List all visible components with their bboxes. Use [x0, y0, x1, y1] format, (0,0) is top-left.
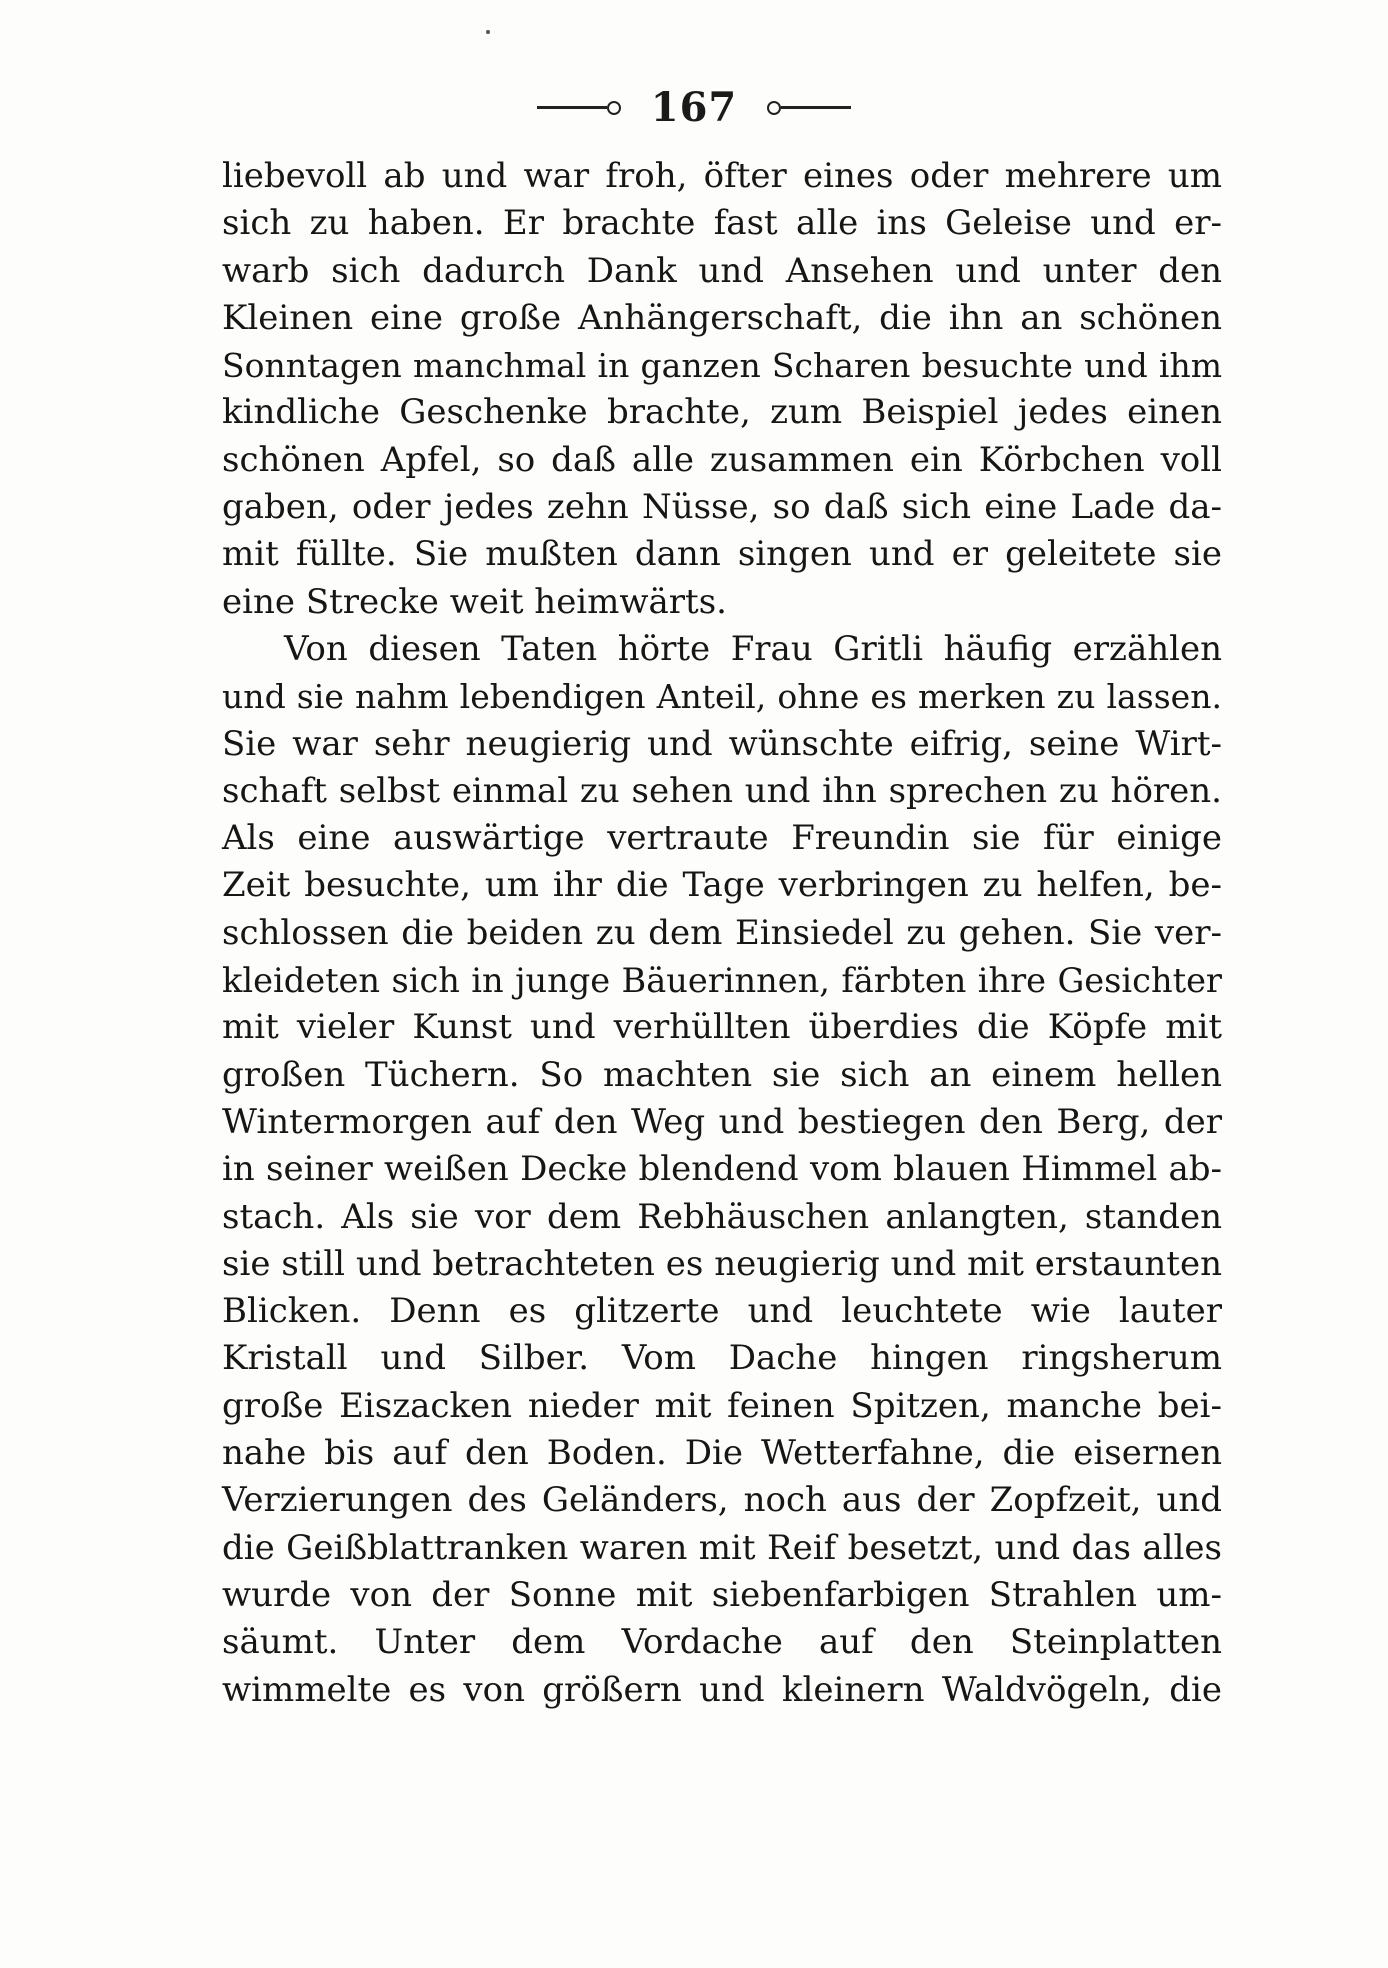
left-ring: [607, 101, 621, 115]
text-line: sich zu haben. Er brachte fast alle ins Geleise und er-: [222, 203, 1222, 244]
text-line: Wintermorgen auf den Weg und bestiegen den Berg, der: [222, 1101, 1222, 1142]
text-line: mit vieler Kunst und verhüllten überdies die Köpfe mit: [222, 1007, 1222, 1048]
page-header: [0, 84, 1388, 131]
text-line: stach. Als sie vor dem Rebhäuschen anlangten, standen: [222, 1196, 1222, 1237]
text-line: Als eine auswärtige vertraute Freundin sie für einige: [222, 818, 1222, 859]
text-line: sie still und betrachteten es neugierig und mit erstaunten: [222, 1243, 1222, 1284]
text-line: Sie war sehr neugierig und wünschte eifrig, seine Wirt-: [222, 723, 1222, 764]
text-line: Blicken. Denn es glitzerte und leuchtete wie lauter: [222, 1291, 1222, 1332]
text-line: schaft selbst einmal zu sehen und ihn sprechen zu hören.: [222, 770, 1222, 811]
paragraph-1: [222, 153, 1222, 626]
text-line: eine Strecke weit heimwärts.: [222, 581, 727, 622]
paragraph-2: [222, 626, 1222, 1714]
text-line: Kristall und Silber. Vom Dache hingen ringsherum: [222, 1338, 1222, 1379]
text-line: wurde von der Sonne mit siebenfarbigen Strahlen um-: [222, 1574, 1222, 1615]
text-line: kleideten sich in junge Bäuerinnen, färbten ihre Gesichter: [222, 961, 1222, 1001]
text-line: in seiner weißen Decke blendend vom blauen Himmel ab-: [222, 1149, 1222, 1190]
text-line: kindliche Geschenke brachte, zum Beispiel jedes einen: [222, 392, 1222, 433]
text-line: die Geißblattranken waren mit Reif besetzt, und das alles: [222, 1527, 1222, 1568]
text-line: großen Tüchern. So machten sie sich an einem hellen: [222, 1054, 1222, 1095]
right-ring: [767, 101, 781, 115]
text-line: Sonntagen manchmal in ganzen Scharen besuchte und ihm: [222, 346, 1222, 386]
left-ornament: [537, 101, 621, 115]
right-rule: [781, 106, 851, 109]
body-text: [222, 153, 1222, 1714]
print-speck: [486, 30, 490, 34]
text-line: gaben, oder jedes zehn Nüsse, so daß sich eine Lade da-: [222, 487, 1222, 528]
text-line: mit füllte. Sie mußten dann singen und er geleitete sie: [222, 534, 1222, 575]
page-number: 167: [650, 84, 738, 131]
text-line: große Eiszacken nieder mit feinen Spitzen, manche bei-: [222, 1385, 1222, 1426]
right-ornament: [767, 101, 851, 115]
text-line: Von diesen Taten hörte Frau Gritli häufig erzählen: [284, 628, 1222, 669]
text-line: Kleinen eine große Anhängerschaft, die ihn an schönen: [222, 297, 1222, 338]
text-line: warb sich dadurch Dank und Ansehen und unter den: [222, 250, 1222, 291]
text-line: Zeit besuchte, um ihr die Tage verbringen zu helfen, be-: [222, 865, 1222, 906]
text-line: wimmelte es von größern und kleinern Waldvögeln, die: [222, 1669, 1222, 1710]
text-line: säumt. Unter dem Vordache auf den Steinplatten: [222, 1622, 1222, 1663]
text-line: schlossen die beiden zu dem Einsiedel zu gehen. Sie ver-: [222, 912, 1222, 953]
left-rule: [537, 106, 607, 109]
text-line: Verzierungen des Geländers, noch aus der Zopfzeit, und: [222, 1480, 1222, 1521]
text-line: nahe bis auf den Boden. Die Wetterfahne, die eisernen: [222, 1433, 1222, 1474]
text-line: und sie nahm lebendigen Anteil, ohne es merken zu lassen.: [222, 677, 1222, 717]
text-line: schönen Apfel, so daß alle zusammen ein Körbchen voll: [222, 439, 1222, 480]
text-line: liebevoll ab und war froh, öfter eines oder mehrere um: [222, 156, 1222, 196]
